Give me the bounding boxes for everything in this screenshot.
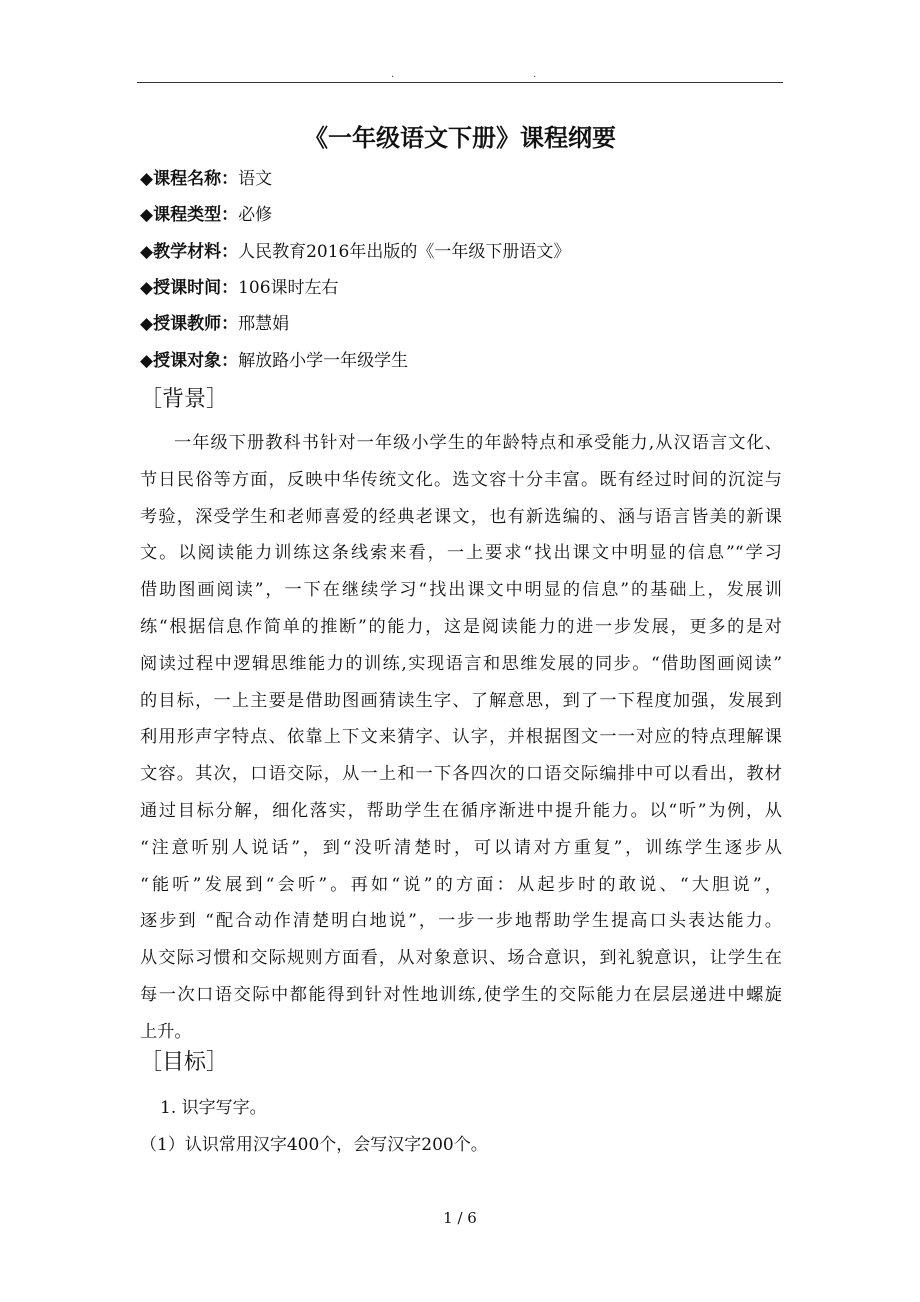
meta-label: ◆授课时间： (140, 278, 239, 298)
background-paragraph (140, 425, 782, 1051)
meta-label: ◆课程名称： (140, 169, 239, 189)
paragraph-line: 练“根据信息作简单的推断”的能力，这是阅读能力的进一步发展，更多的是对 (140, 616, 782, 637)
header-dot-right: . (533, 69, 537, 80)
paragraph-line: 通过目标分解，细化落实，帮助学生在循序渐进中提升能力。以“听”为例，从 (140, 800, 782, 821)
goal-item-1-sub-1: （1）认识常用汉字400个，会写汉字200个。 (140, 1135, 488, 1155)
meta-value: 必修 (238, 205, 273, 225)
paragraph-line: 考验，深受学生和老师喜爱的经典老课文，也有新选编的、涵与语言皆美的新课 (140, 506, 782, 527)
page-number: 1 / 6 (443, 1209, 477, 1227)
meta-value: 人民教育2016年出版的《一年级下册语文》 (238, 242, 571, 262)
meta-course-name (140, 167, 272, 191)
background-heading: ［背景］ (140, 387, 229, 412)
meta-label: ◆授课对象： (140, 351, 239, 371)
paragraph-line: 的目标，一上主要是借助图画猜读生字、了解意思，到了一下程度加强，发展到 (140, 690, 782, 711)
meta-hours (140, 276, 339, 300)
header-rule (137, 82, 783, 83)
paragraph-line: 逐步到 “配合动作清楚明白地说”，一步一步地帮助学生提高口头表达能力。 (140, 911, 782, 932)
meta-audience (140, 349, 408, 373)
paragraph-line: 借助图画阅读”，一下在继续学习“找出课文中明显的信息”的基础上，发展训 (140, 580, 782, 601)
paragraph-line: 利用形声字特点、依靠上下文来猜字、认字，并根据图文一一对应的特点理解课 (140, 727, 782, 748)
meta-course-type (140, 203, 272, 227)
meta-value: 解放路小学一年级学生 (238, 351, 409, 371)
goal-item-1: 1. 识字写字。 (160, 1098, 267, 1118)
meta-label: ◆教学材料： (140, 242, 239, 262)
meta-teacher (140, 312, 289, 336)
paragraph-line: 上升。 (140, 1021, 192, 1042)
header-dot-left: . (391, 69, 395, 80)
paragraph-line: 节日民俗等方面，反映中华传统文化。选文容十分丰富。既有经过时间的沉淀与 (140, 469, 782, 490)
paragraph-line: 每一次口语交际中都能得到针对性地训练,使学生的交际能力在层层递进中螺旋 (140, 984, 782, 1005)
meta-label: ◆授课教师： (140, 314, 239, 334)
paragraph-line: “能听”发展到“会听”。再如“说”的方面：从起步时的敢说、“大胆说”， (140, 874, 782, 895)
paragraph-line: “注意听别人说话”，到“没听清楚时，可以请对方重复”，训练学生逐步从 (140, 837, 782, 858)
paragraph-line: 阅读过程中逻辑思维能力的训练,实现语言和思维发展的同步。“借助图画阅读” (140, 653, 782, 674)
meta-label: ◆课程类型： (140, 205, 239, 225)
meta-materials (140, 240, 570, 264)
paragraph-line: 从交际习惯和交际规则方面看，从对象意识、场合意识，到礼貌意识，让学生在 (140, 948, 782, 969)
meta-value: 邢慧娟 (238, 314, 290, 334)
meta-value: 106课时左右 (238, 278, 339, 298)
paragraph-line: 文。以阅读能力训练这条线索来看，一上要求“找出课文中明显的信息”“学习 (140, 543, 782, 564)
goals-heading: ［目标］ (140, 1050, 229, 1075)
document-title: 《一年级语文下册》课程纲要 (304, 123, 616, 152)
paragraph-line: 文容。其次，口语交际，从一上和一下各四次的口语交际编排中可以看出，教材 (140, 764, 782, 785)
paragraph-line: 一年级下册教科书针对一年级小学生的年龄特点和承受能力,从汉语言文化、 (174, 433, 782, 453)
meta-value: 语文 (238, 169, 273, 189)
